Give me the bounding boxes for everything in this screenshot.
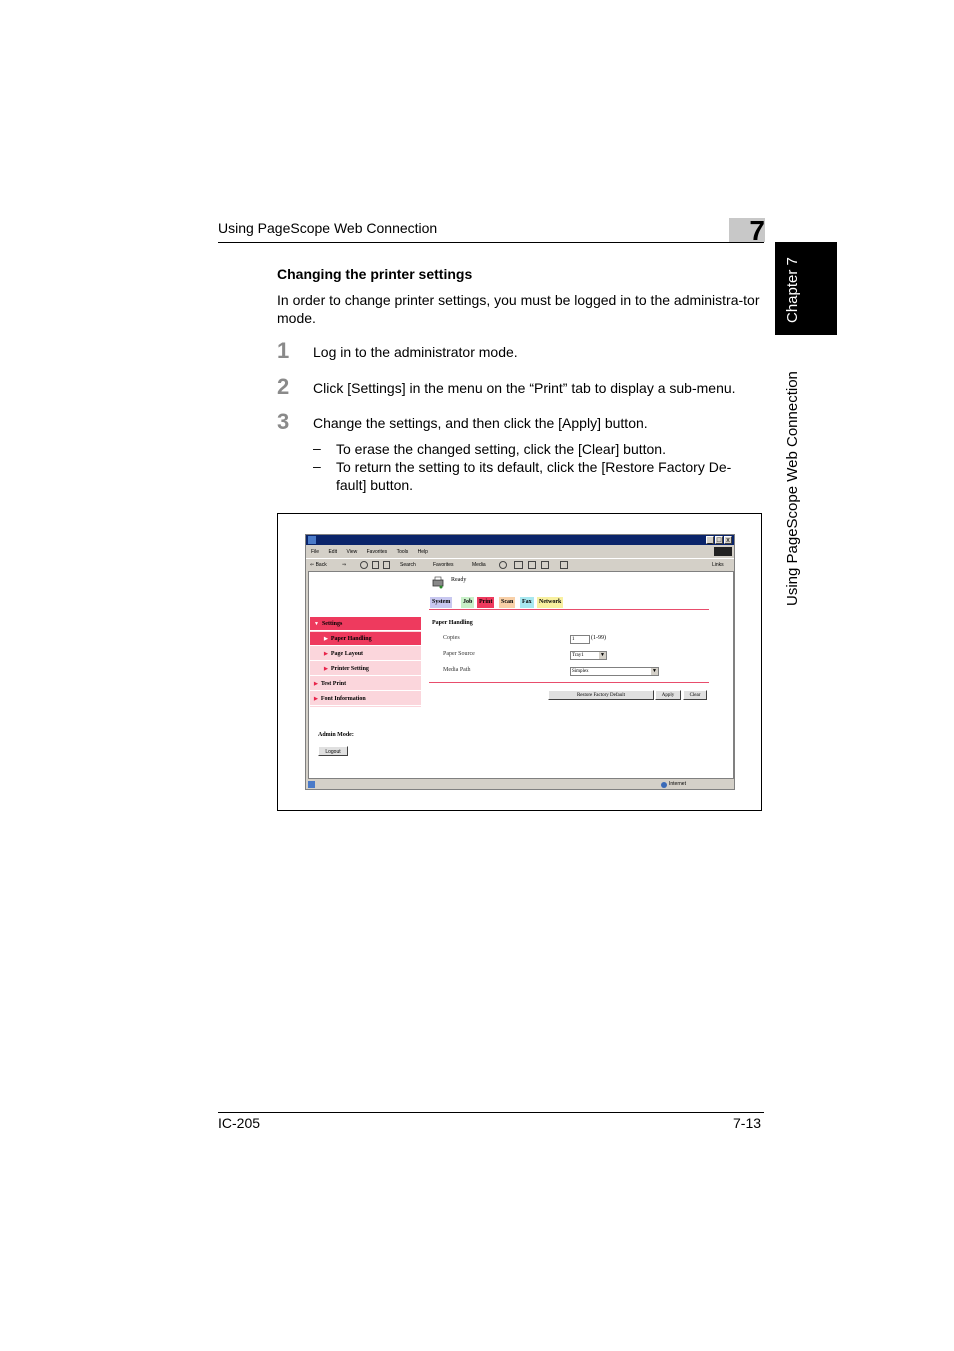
stop-icon[interactable] bbox=[360, 561, 368, 569]
admin-mode-label: Admin Mode: bbox=[318, 732, 354, 738]
footer-model: IC-205 bbox=[218, 1115, 261, 1131]
sidebar-item-printer-setting[interactable]: ▶ Printer Setting bbox=[310, 662, 421, 676]
copies-label: Copies bbox=[443, 635, 460, 641]
tab-fax[interactable]: Fax bbox=[520, 597, 534, 608]
step-number: 1 bbox=[277, 338, 290, 363]
step-text: Log in to the administrator mode. bbox=[313, 344, 518, 360]
page-content bbox=[308, 571, 734, 779]
tab-job[interactable]: Job bbox=[461, 597, 474, 608]
restore-factory-default-button[interactable]: Restore Factory Default bbox=[548, 690, 654, 700]
section-heading: Changing the printer settings bbox=[277, 266, 473, 282]
triangle-right-icon: ▶ bbox=[324, 652, 328, 657]
running-header: Using PageScope Web Connection bbox=[218, 220, 438, 236]
window-title-bar bbox=[306, 535, 734, 545]
header-rule bbox=[218, 242, 764, 243]
discuss-icon[interactable] bbox=[560, 561, 568, 569]
status-bar bbox=[306, 780, 734, 789]
refresh-icon[interactable] bbox=[372, 561, 379, 569]
back-button[interactable]: ⇐ Back bbox=[310, 562, 327, 568]
printer-status: Ready bbox=[451, 577, 467, 583]
media-button[interactable]: Media bbox=[472, 562, 486, 568]
tab-divider bbox=[429, 609, 709, 610]
footer-page-number: 7-13 bbox=[733, 1115, 762, 1131]
form-title: Paper Handling bbox=[432, 620, 473, 626]
step-number: 2 bbox=[277, 374, 290, 399]
security-zone: Internet bbox=[669, 781, 686, 787]
print-icon[interactable] bbox=[528, 561, 536, 569]
triangle-right-icon: ▶ bbox=[324, 667, 328, 672]
step-text: Click [Settings] in the menu on the “Print” tab to display a sub-menu. bbox=[313, 380, 736, 396]
logout-button[interactable]: Logout bbox=[318, 746, 348, 756]
home-icon[interactable] bbox=[383, 561, 390, 569]
paper-source-select[interactable]: Tray1 ▼ bbox=[570, 651, 607, 660]
windows-logo-icon bbox=[714, 547, 732, 556]
intro-paragraph: In order to change printer settings, you must be logged in to the administra-tor mode. bbox=[277, 292, 760, 326]
triangle-right-icon: ▶ bbox=[314, 682, 318, 687]
triangle-right-icon: ▶ bbox=[314, 697, 318, 702]
copies-input[interactable]: 1 bbox=[570, 635, 590, 644]
sidebar-item-test-print[interactable]: ▶ Test Print bbox=[310, 677, 421, 691]
media-path-label: Media Path bbox=[443, 667, 471, 673]
sidebar-item-page-layout[interactable]: ▶ Page Layout bbox=[310, 647, 421, 661]
menu-tools[interactable]: Tools bbox=[396, 549, 409, 555]
menu-help[interactable]: Help bbox=[417, 549, 428, 555]
footer-rule bbox=[218, 1112, 764, 1113]
bullet-text: To return the setting to its default, click the [Restore Factory De-fault] button. bbox=[336, 459, 732, 493]
triangle-right-icon: ▶ bbox=[324, 637, 328, 642]
bullet-dash: – bbox=[313, 458, 321, 474]
menu-file[interactable]: File bbox=[311, 549, 320, 555]
menu-view[interactable]: View bbox=[346, 549, 358, 555]
media-path-select[interactable]: Simplex ▼ bbox=[570, 667, 659, 676]
step-text: Change the settings, and then click the [Apply] button. bbox=[313, 415, 648, 431]
triangle-down-icon: ▼ bbox=[314, 622, 319, 627]
chevron-down-icon: ▼ bbox=[652, 669, 657, 674]
browser-window bbox=[305, 534, 735, 790]
settings-sidebar bbox=[310, 617, 421, 707]
globe-icon bbox=[661, 782, 667, 788]
side-section-label: Using PageScope Web Connection bbox=[784, 371, 801, 606]
page-icon bbox=[308, 781, 315, 788]
mail-icon[interactable] bbox=[514, 561, 523, 569]
bullet-text: To erase the changed setting, click the [Clear] button. bbox=[336, 441, 666, 457]
search-button[interactable]: Search bbox=[400, 562, 416, 568]
form-divider bbox=[429, 682, 709, 683]
menu-favorites[interactable]: Favorites bbox=[366, 549, 388, 555]
apply-button[interactable]: Apply bbox=[655, 690, 681, 700]
menu-bar bbox=[306, 546, 734, 558]
copies-range: (1-99) bbox=[591, 635, 606, 641]
bullet-dash: – bbox=[313, 440, 321, 456]
printer-icon bbox=[431, 575, 445, 589]
links-button[interactable]: Links bbox=[712, 562, 724, 568]
tab-network[interactable]: Network bbox=[537, 597, 563, 608]
toolbar bbox=[306, 558, 734, 571]
sidebar-item-paper-handling[interactable]: ▶ Paper Handling bbox=[310, 632, 421, 646]
history-icon[interactable] bbox=[499, 561, 507, 569]
maximize-button[interactable]: □ bbox=[716, 537, 722, 544]
sidebar-item-settings[interactable]: ▼ Settings bbox=[310, 617, 421, 631]
side-chapter-label: Chapter 7 bbox=[784, 257, 801, 323]
favorites-button[interactable]: Favorites bbox=[433, 562, 454, 568]
ie-icon bbox=[308, 536, 316, 544]
tab-system[interactable]: System bbox=[430, 597, 452, 608]
chevron-down-icon: ▼ bbox=[600, 653, 605, 658]
sidebar-item-font-information[interactable]: ▶ Font Information bbox=[310, 692, 421, 706]
menu-edit[interactable]: Edit bbox=[328, 549, 338, 555]
edit-icon[interactable] bbox=[541, 561, 549, 569]
minimize-button[interactable]: _ bbox=[706, 536, 714, 544]
step-number: 3 bbox=[277, 409, 290, 434]
tab-print[interactable]: Print bbox=[477, 597, 494, 608]
chapter-number: 7 bbox=[749, 215, 765, 246]
close-button[interactable]: x bbox=[724, 536, 732, 544]
tab-scan[interactable]: Scan bbox=[499, 597, 515, 608]
clear-button[interactable]: Clear bbox=[683, 690, 707, 700]
forward-button[interactable]: ⇒ bbox=[342, 562, 347, 568]
paper-source-label: Paper Source bbox=[443, 651, 475, 657]
